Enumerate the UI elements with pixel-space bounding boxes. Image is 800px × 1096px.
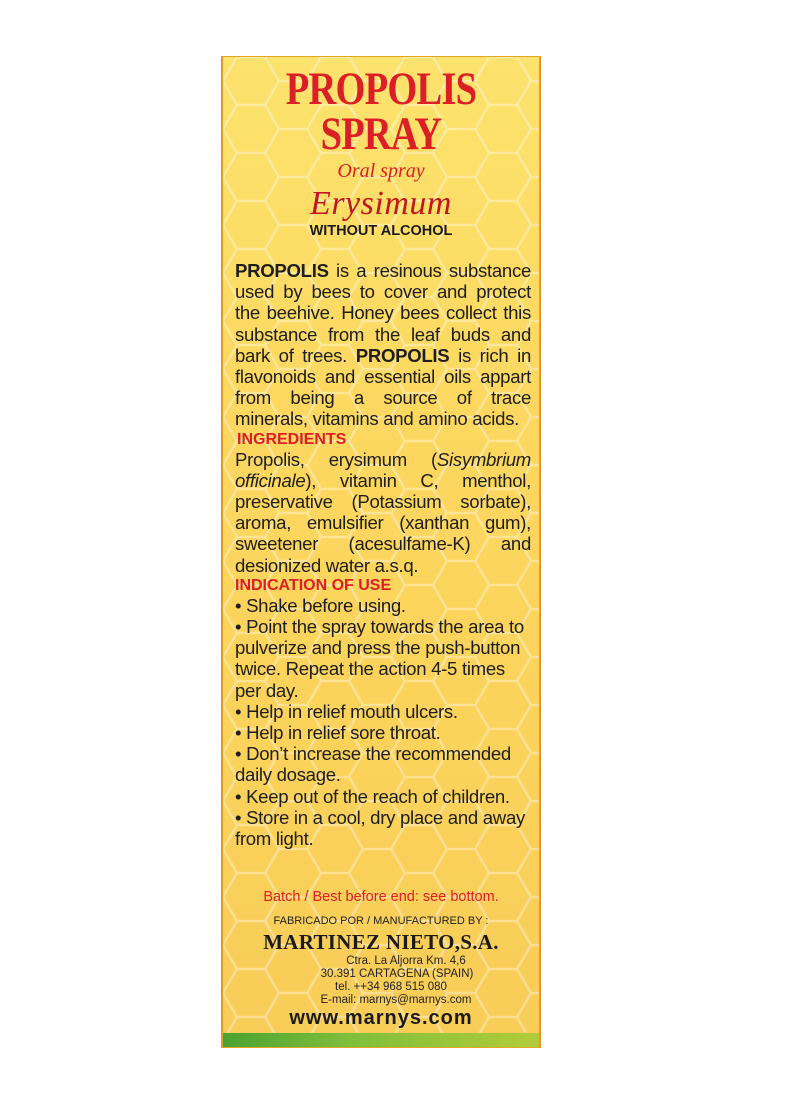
indication-heading: INDICATION OF USE [235, 576, 392, 594]
indication-list [235, 595, 531, 849]
indication-item: • Don’t increase the recommended daily dosage. [235, 743, 511, 786]
label-body [235, 260, 531, 849]
indication-item: • Shake before using. [235, 594, 406, 616]
batch-note: Batch / Best before end: see bottom. [263, 889, 499, 905]
ingredients-text-a: Propolis, erysimum ( [235, 448, 437, 470]
alcohol-claim: WITHOUT ALCOHOL [309, 223, 453, 239]
email-address: E-mail: marnys@marnys.com [320, 994, 472, 1006]
product-name: Erysimum [310, 185, 452, 222]
website-url: www.marnys.com [289, 1007, 473, 1029]
indication-item: • Help in relief sore throat. [235, 722, 441, 744]
indication-item: • Point the spray towards the area to pulverize and press the push-button twice. Repeat the action 4-5 times per day. [235, 616, 524, 701]
description-paragraph [235, 260, 531, 430]
ingredients-heading: INGREDIENTS [237, 430, 347, 448]
product-title-line2: SPRAY [320, 108, 442, 160]
indication-item: • Help in relief mouth ulcers. [235, 700, 458, 722]
description-bold-1: PROPOLIS [235, 260, 329, 281]
company-address [223, 955, 539, 1007]
manufacturer-label: FABRICADO POR / MANUFACTURED BY : [273, 915, 489, 927]
product-subtitle: Oral spray [337, 160, 425, 182]
description-bold-2: PROPOLIS [355, 344, 450, 366]
ingredients-latin: Sisymbrium officinale [235, 448, 531, 491]
ingredients-text-b: ), vitamin C, menthol, preservative (Potassium sorbate), aroma, emulsifier (xanthan gum), sweetener (acesulfame-K) and desionized water a.s.q. [235, 469, 531, 576]
indication-item: • Keep out of the reach of children. [235, 785, 510, 807]
description-text-1: is a resinous substance used by bees to cover and protect the beehive. Honey bees collect this substance from the leaf buds and bark of trees. [235, 260, 531, 366]
product-label [221, 56, 541, 1048]
company-name: MARTINEZ NIETO,S.A. [263, 930, 499, 954]
address-line-1: Ctra. La Aljorra Km. 4,6 [346, 955, 466, 967]
product-title-line1: PROPOLIS [285, 63, 477, 115]
description-text-2: is rich in flavonoids and essential oils appart from being a source of trace minerals, vitamins and amino acids. [235, 344, 531, 430]
indication-item: • Store in a cool, dry place and away from light. [235, 806, 525, 850]
address-line-2: 30.391 CARTAGENA (SPAIN) [320, 968, 474, 980]
phone-number: tel. ++34 968 515 080 [335, 981, 447, 993]
ingredients-text [235, 449, 531, 576]
